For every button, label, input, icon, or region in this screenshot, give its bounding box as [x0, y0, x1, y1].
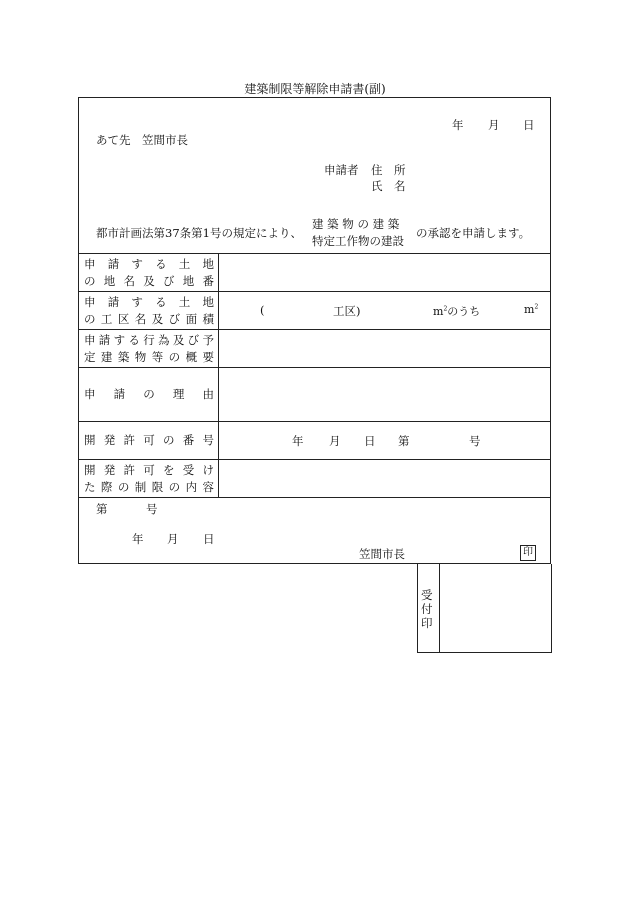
footer-year: 年 — [132, 532, 144, 546]
footer-month: 月 — [167, 532, 179, 546]
label-line: 申請する土地 — [84, 295, 214, 309]
permit-year: 年 — [292, 434, 304, 448]
area-paren-open: ( — [260, 303, 265, 317]
receipt-char: 受 — [421, 588, 433, 602]
label-land-area — [84, 294, 214, 328]
label-acts-summary — [84, 332, 214, 366]
unit-text: m — [433, 305, 444, 318]
unit-text: m — [524, 303, 535, 316]
label-line: の工区名及び面積 — [84, 312, 214, 326]
row-divider — [78, 421, 551, 422]
statement-prefix: 都市計画法第37条第1号の規定により、 — [96, 226, 302, 240]
row-divider — [78, 459, 551, 460]
document-title: 建築制限等解除申請書(副) — [244, 82, 386, 96]
permit-day: 日 — [364, 434, 376, 448]
option-building: 建 築 物 の 建 築 — [312, 217, 400, 231]
label-column-divider — [218, 253, 219, 497]
label-land-location — [84, 256, 214, 290]
row-divider — [78, 329, 551, 330]
label-permit-limits — [84, 462, 214, 496]
row-divider — [78, 497, 551, 498]
permit-go: 号 — [469, 434, 481, 448]
permit-month: 月 — [329, 434, 341, 448]
footer-dai: 第 — [96, 502, 108, 516]
addressee: あて先 笠間市長 — [96, 133, 188, 147]
label-line: た際の制限の内容 — [84, 480, 214, 494]
footer-go: 号 — [146, 502, 158, 516]
applicant-name-label: 氏 名 — [371, 179, 406, 193]
header-day: 日 — [523, 118, 535, 132]
receipt-stamp-box — [417, 564, 552, 653]
label-line: 開発許可を受け — [84, 463, 214, 477]
header-month: 月 — [488, 118, 500, 132]
receipt-char: 印 — [421, 616, 433, 630]
row-divider — [78, 367, 551, 368]
applicant-address-label: 住 所 — [371, 163, 406, 177]
row-divider — [78, 253, 551, 254]
label-line: 申請する行為及び予 — [84, 333, 214, 347]
header-year: 年 — [452, 118, 464, 132]
receipt-label — [421, 588, 435, 630]
unit-superscript: 2 — [443, 305, 448, 313]
label-line: 申請する土地 — [84, 257, 214, 271]
unit-superscript: 2 — [534, 303, 539, 311]
area-suffix: のうち — [447, 305, 481, 318]
label-line: の地名及び地番 — [84, 274, 214, 288]
option-structure: 特定工作物の建設 — [312, 234, 404, 248]
footer-day: 日 — [203, 532, 215, 546]
row-divider — [78, 291, 551, 292]
area-total-unit — [433, 303, 480, 319]
applicant-label: 申請者 — [324, 163, 359, 177]
statement-suffix: の承認を申請します。 — [416, 226, 531, 240]
permit-dai: 第 — [398, 434, 410, 448]
label-line: 定建築物等の概要 — [84, 350, 214, 364]
area-ward: 工区) — [333, 304, 361, 318]
seal-mark: 印 — [520, 545, 536, 561]
area-part-unit — [524, 303, 538, 316]
label-reason: 申請の理由 — [84, 387, 214, 401]
receipt-char: 付 — [421, 602, 433, 616]
footer-mayor: 笠間市長 — [359, 547, 405, 561]
label-permit-number: 開発許可の番号 — [84, 433, 214, 447]
receipt-divider — [439, 564, 440, 652]
